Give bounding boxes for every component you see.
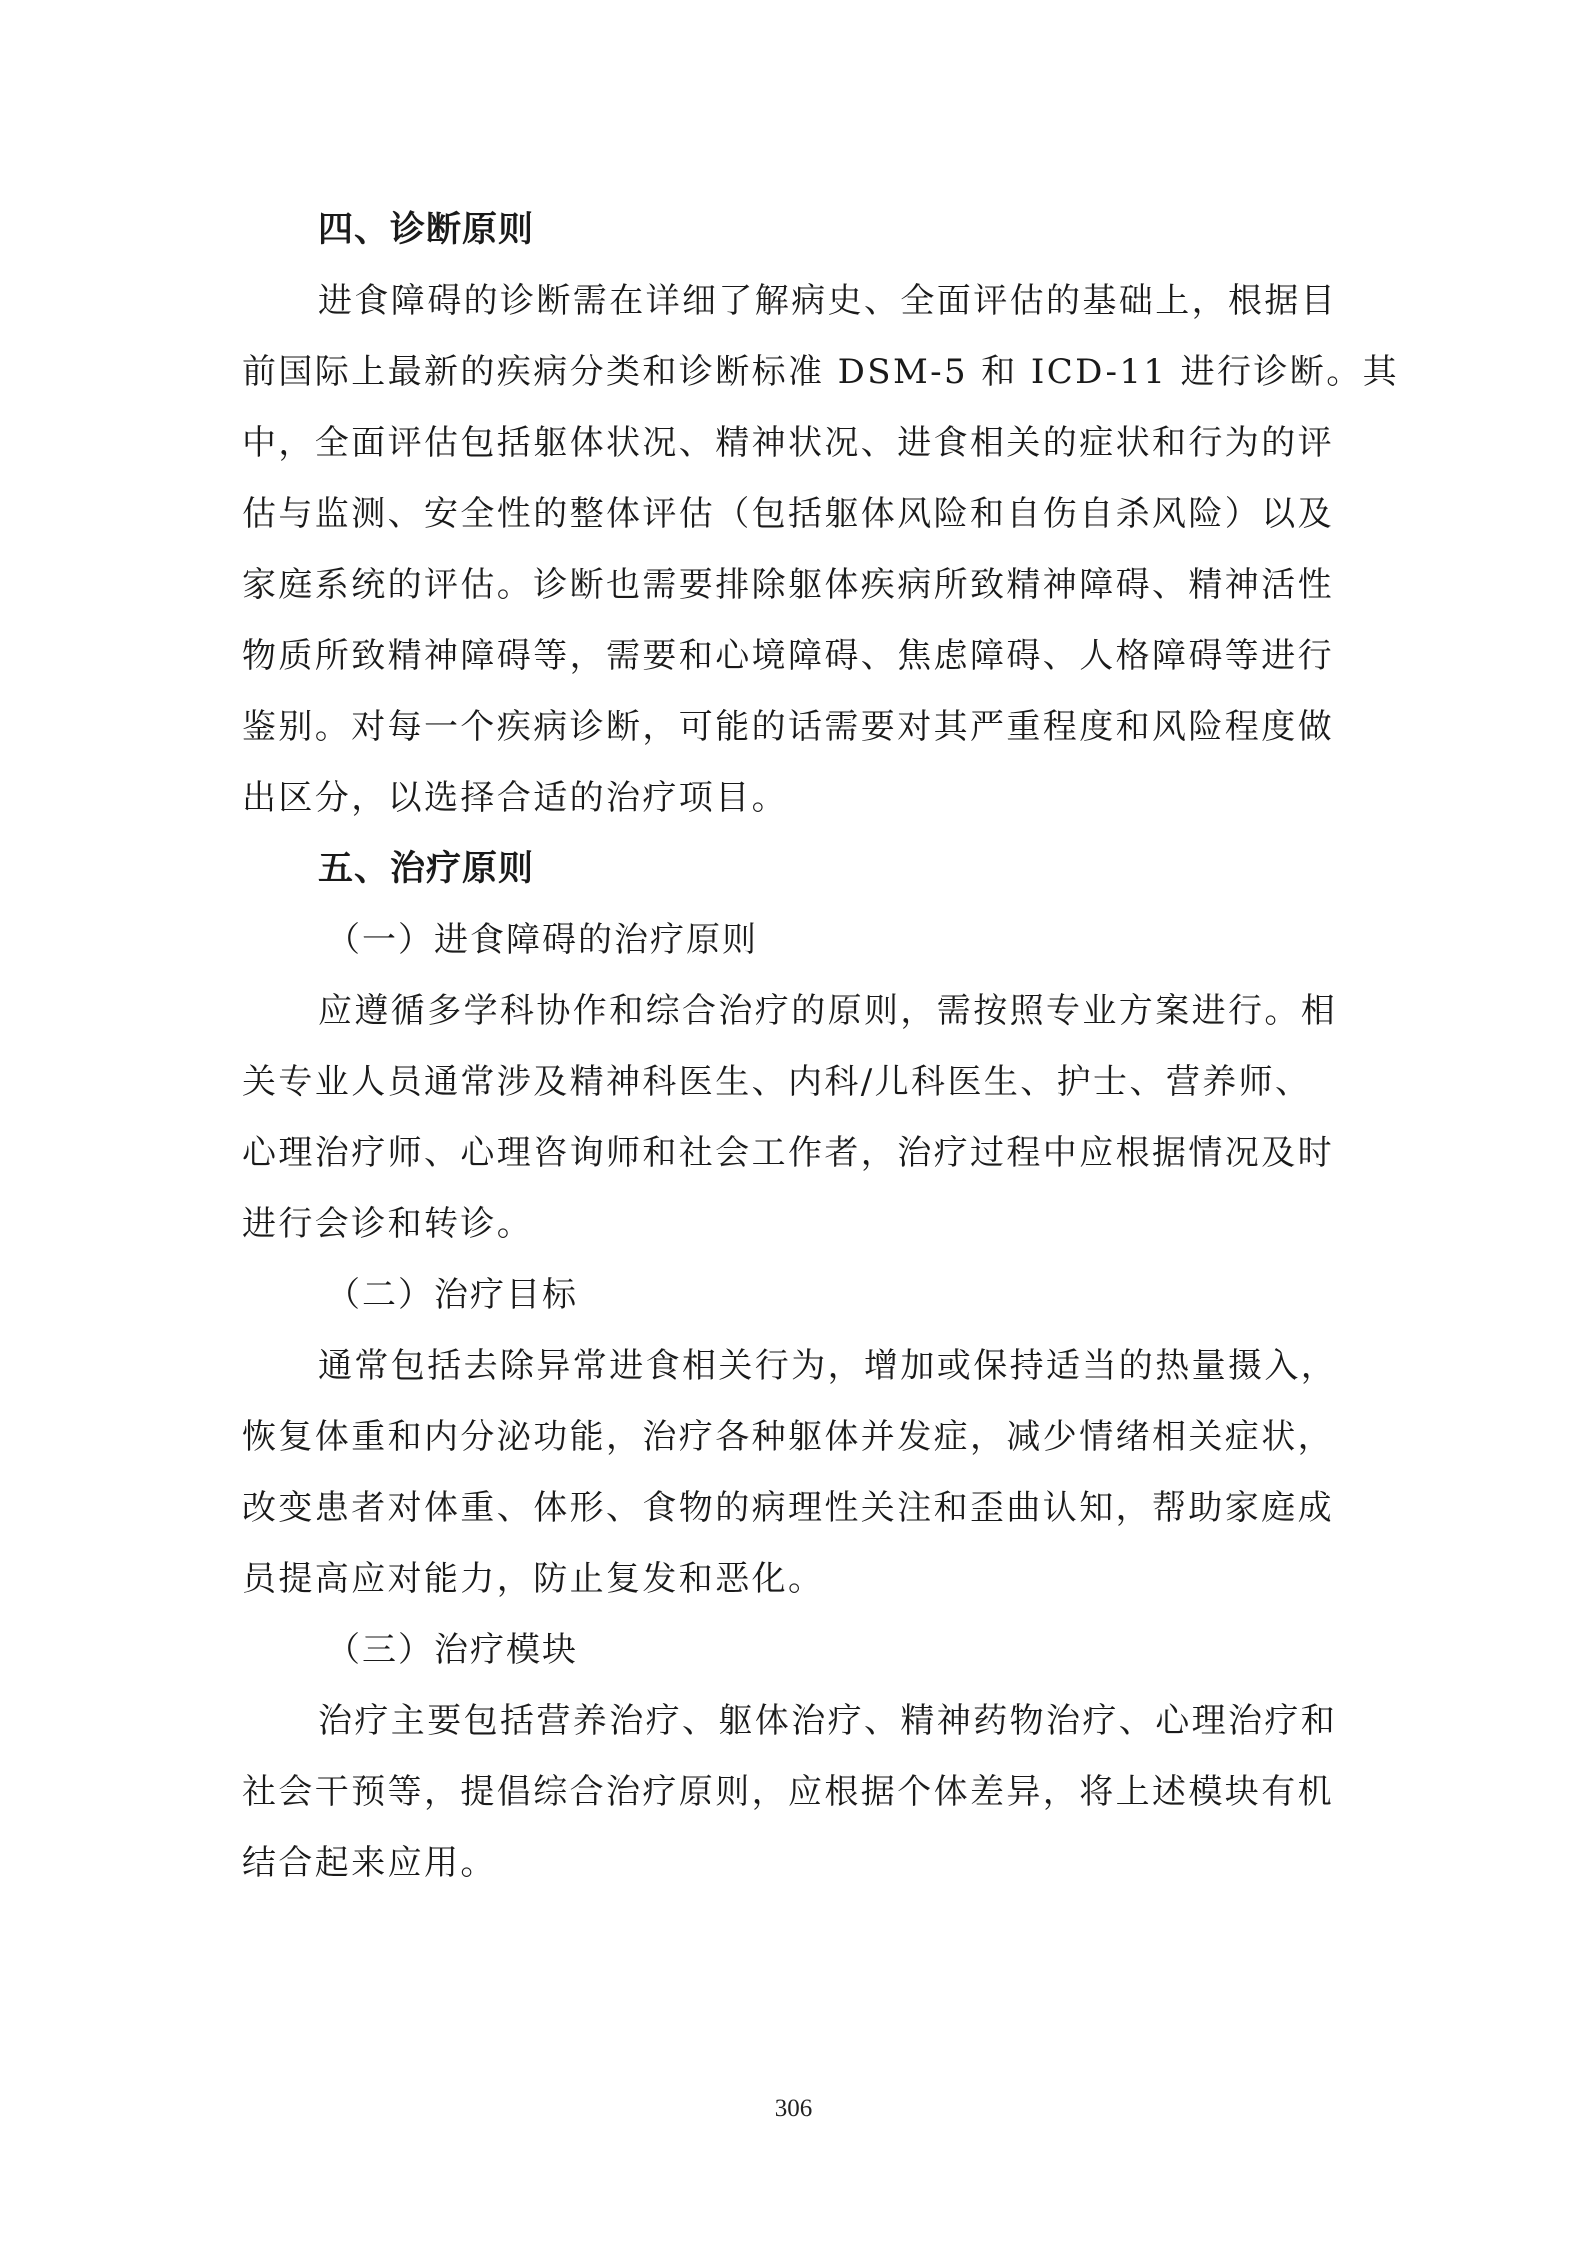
- text-line: 治疗主要包括营养治疗、躯体治疗、精神药物治疗、心理治疗和: [318, 1701, 1338, 1741]
- text-line: 进食障碍的诊断需在详细了解病史、全面评估的基础上，根据目: [318, 281, 1338, 321]
- text-line: 物质所致精神障碍等，需要和心境障碍、焦虑障碍、人格障碍等进行: [242, 636, 1334, 676]
- text-line: 心理治疗师、心理咨询师和社会工作者，治疗过程中应根据情况及时: [242, 1133, 1334, 1173]
- text-line: 社会干预等，提倡综合治疗原则，应根据个体差异，将上述模块有机: [242, 1772, 1334, 1812]
- text-line: 关专业人员通常涉及精神科医生、内科/儿科医生、护士、营养师、: [242, 1062, 1312, 1102]
- text-line: 员提高应对能力，防止复发和恶化。: [242, 1559, 825, 1599]
- text-line: 恢复体重和内分泌功能，治疗各种躯体并发症，减少情绪相关症状，: [242, 1417, 1334, 1457]
- section-heading-diagnosis: 四、诊断原则: [318, 210, 535, 250]
- subsection-heading-treatment-goals: （二）治疗目标: [326, 1275, 578, 1315]
- subsection-heading-treatment-principles: （一）进食障碍的治疗原则: [326, 920, 758, 960]
- text-line: 家庭系统的评估。诊断也需要排除躯体疾病所致精神障碍、精神活性: [242, 565, 1334, 605]
- text-line: 进行会诊和转诊。: [242, 1204, 534, 1244]
- page-number: 306: [774, 2095, 813, 2122]
- paragraph-treatment-goals: [242, 1331, 1347, 1615]
- section-heading-treatment: 五、治疗原则: [318, 849, 535, 889]
- text-line: 应遵循多学科协作和综合治疗的原则，需按照专业方案进行。相: [318, 991, 1338, 1031]
- paragraph-diagnosis: [242, 266, 1400, 834]
- text-line: 改变患者对体重、体形、食物的病理性关注和歪曲认知，帮助家庭成: [242, 1488, 1334, 1528]
- text-line: 鉴别。对每一个疾病诊断，可能的话需要对其严重程度和风险程度做: [242, 707, 1334, 747]
- text-line: 前国际上最新的疾病分类和诊断标准 DSM-5 和 ICD-11 进行诊断。其: [242, 352, 1400, 392]
- text-line: 结合起来应用。: [242, 1843, 497, 1883]
- text-line: 出区分，以选择合适的治疗项目。: [242, 778, 788, 818]
- paragraph-treatment-principles: [242, 976, 1347, 1260]
- text-line: 通常包括去除异常进食相关行为，增加或保持适当的热量摄入，: [318, 1346, 1338, 1386]
- paragraph-treatment-modules: [242, 1686, 1347, 1899]
- text-line: 估与监测、安全性的整体评估（包括躯体风险和自伤自杀风险）以及: [242, 494, 1334, 534]
- subsection-heading-treatment-modules: （三）治疗模块: [326, 1630, 578, 1670]
- page-content: [242, 195, 1400, 1899]
- text-line: 中，全面评估包括躯体状况、精神状况、进食相关的症状和行为的评: [242, 423, 1334, 463]
